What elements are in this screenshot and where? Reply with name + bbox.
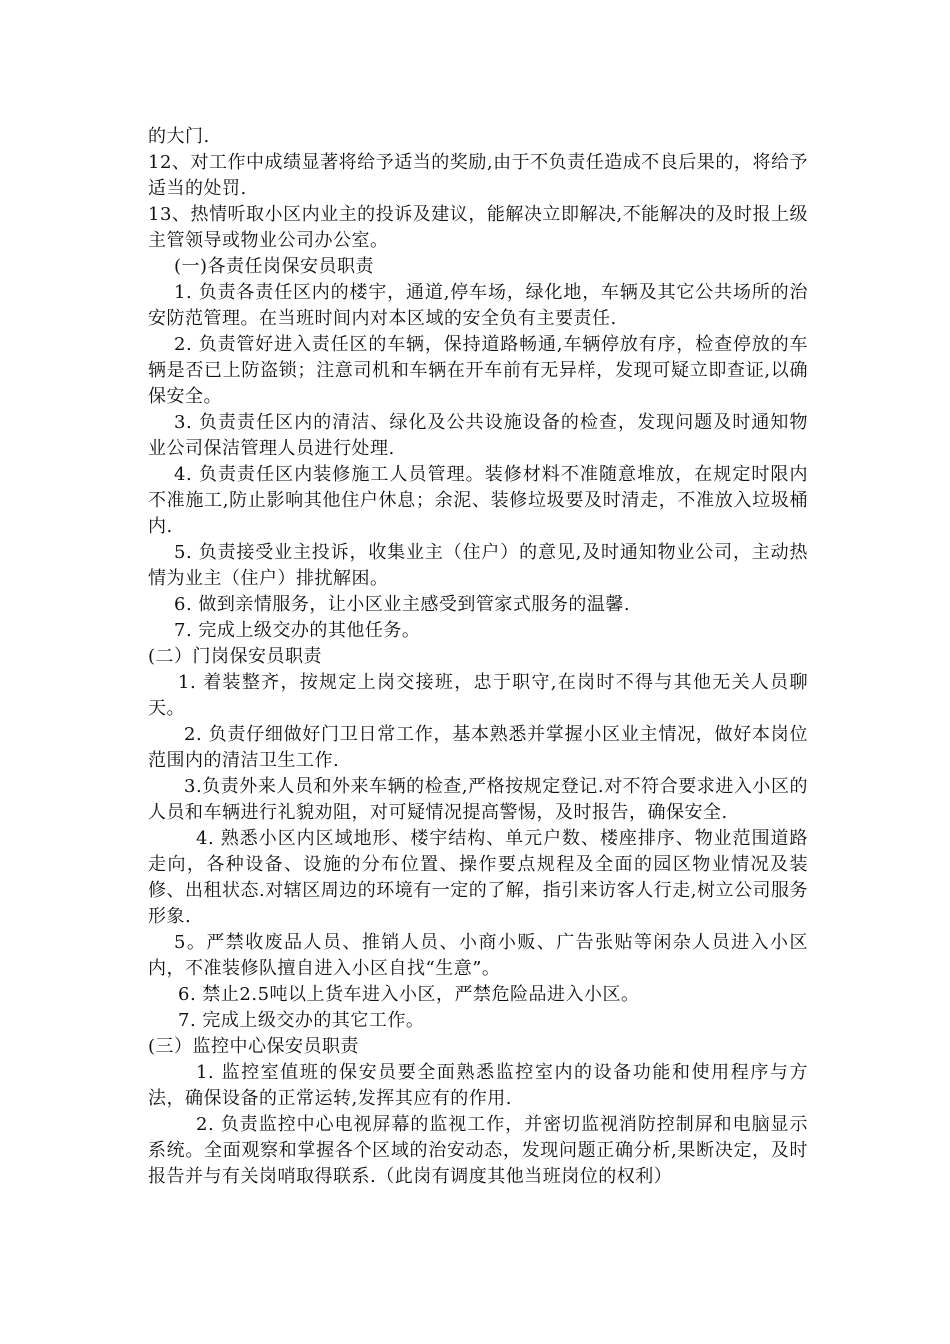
duty-item-1-6: 6. 做到亲情服务，让小区业主感受到管家式服务的温馨. [174,594,631,615]
duty-item-2-6: 6. 禁止2.5吨以上货车进入小区，严禁危险品进入小区。 [178,984,640,1005]
duty-item-2-5: 5。严禁收废品人员、推销人员、小商小贩、广告张贴等闲杂人员进入小区内，不准装修队擅自进入小区自找“生意”。 [148,932,808,979]
duty-item-1-2: 2. 负责管好进入责任区的车辆，保持道路畅通,车辆停放有序，检查停放的车辆是否已上防盗锁；注意司机和车辆在开车前有无异样，发现可疑立即查证,以确保安全。 [148,334,808,407]
duty-item-1-3: 3. 负责责任区内的清洁、绿化及公共设施设备的检查，发现问题及时通知物业公司保洁管理人员进行处理. [148,412,808,459]
section-heading-1: (一)各责任岗保安员职责 [174,256,375,277]
duty-item-2-1: 1. 着装整齐，按规定上岗交接班，忠于职守,在岗时不得与其他无关人员聊天。 [148,672,808,719]
document-page [148,124,808,1190]
section-heading-2: (二）门岗保安员职责 [148,646,323,667]
duty-item-2-4: 4. 熟悉小区内区域地形、楼宇结构、单元户数、楼座排序、物业范围道路走向，各种设备、设施的分布位置、操作要点规程及全面的园区物业情况及装修、出租状态.对辖区周边的环境有一定的了解，指引来访客人行走,树立公司服务形象. [148,828,808,927]
duty-item-1-1: 1. 负责各责任区内的楼宇，通道,停车场，绿化地，车辆及其它公共场所的治安防范管理。在当班时间内对本区域的安全负有主要责任. [148,282,808,329]
duty-item-1-5: 5. 负责接受业主投诉，收集业主（住户）的意见,及时通知物业公司，主动热情为业主（住户）排扰解困。 [148,542,808,589]
paragraph-item-13: 13、热情听取小区内业主的投诉及建议，能解决立即解决,不能解决的及时报上级主管领导或物业公司办公室。 [148,204,808,251]
paragraph-continuation: 的大门. [148,126,210,147]
duty-item-3-1: 1. 监控室值班的保安员要全面熟悉监控室内的设备功能和使用程序与方法，确保设备的正常运转,发挥其应有的作用. [148,1062,808,1109]
paragraph-item-12: 12、对工作中成绩显著将给予适当的奖励,由于不负责任造成不良后果的，将给予适当的处罚. [148,152,808,199]
section-heading-3: (三）监控中心保安员职责 [148,1036,360,1057]
duty-item-1-7: 7. 完成上级交办的其他任务。 [174,620,421,641]
duty-item-2-2: 2. 负责仔细做好门卫日常工作，基本熟悉并掌握小区业主情况，做好本岗位范围内的清洁卫生工作. [148,724,808,771]
duty-item-1-4: 4. 负责责任区内装修施工人员管理。装修材料不准随意堆放，在规定时限内不准施工,防止影响其他住户休息；余泥、装修垃圾要及时清走，不准放入垃圾桶内. [148,464,808,537]
duty-item-2-3: 3.负责外来人员和外来车辆的检查,严格按规定登记.对不符合要求进入小区的人员和车辆进行礼貌劝阻，对可疑情况提高警惕，及时报告，确保安全. [148,776,808,823]
duty-item-2-7: 7. 完成上级交办的其它工作。 [178,1010,425,1031]
duty-item-3-2: 2. 负责监控中心电视屏幕的监视工作，并密切监视消防控制屏和电脑显示系统。全面观察和掌握各个区域的治安动态，发现问题正确分析,果断决定，及时报告并与有关岗哨取得联系.（此岗有调度其他当班岗位的权利） [148,1114,808,1187]
